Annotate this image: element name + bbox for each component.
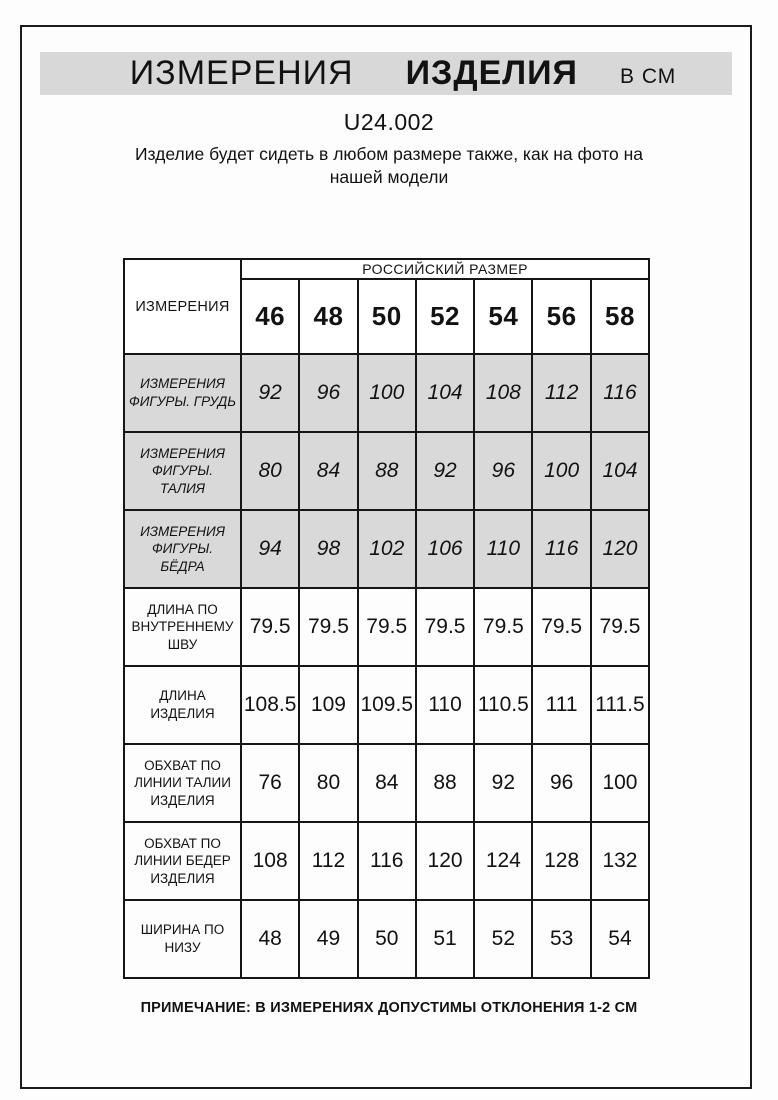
- fit-note-text: Изделие будет сидеть в любом размере также, как на фото на нашей модели: [134, 144, 644, 187]
- value-cell: 53: [532, 900, 590, 978]
- value-cell: 80: [241, 432, 299, 510]
- table-row: [124, 666, 649, 744]
- value-cell: 84: [358, 744, 416, 822]
- page-title-product: ИЗДЕЛИЯ: [405, 54, 578, 92]
- value-cell: 88: [358, 432, 416, 510]
- value-cell: 109.5: [358, 666, 416, 744]
- value-cell: 98: [299, 510, 357, 588]
- value-cell: 48: [241, 900, 299, 978]
- value-cell: 92: [241, 354, 299, 432]
- value-cell: 112: [299, 822, 357, 900]
- value-cell: 84: [299, 432, 357, 510]
- value-cell: 79.5: [416, 588, 474, 666]
- size-header-cell: 54: [474, 279, 532, 354]
- value-cell: 49: [299, 900, 357, 978]
- value-cell: 96: [299, 354, 357, 432]
- tolerance-footnote: ПРИМЕЧАНИЕ: В ИЗМЕРЕНИЯХ ДОПУСТИМЫ ОТКЛОНЕНИЯ 1-2 СМ: [140, 1000, 638, 1016]
- table-row: [124, 900, 649, 978]
- row-label-cell: ИЗМЕРЕНИЯ ФИГУРЫ. ГРУДЬ: [124, 354, 241, 432]
- value-cell: 120: [591, 510, 649, 588]
- row-label-cell: ИЗМЕРЕНИЯ ФИГУРЫ. БЁДРА: [124, 510, 241, 588]
- value-cell: 111.5: [591, 666, 649, 744]
- value-cell: 94: [241, 510, 299, 588]
- value-cell: 128: [532, 822, 590, 900]
- value-cell: 112: [532, 354, 590, 432]
- value-cell: 108.5: [241, 666, 299, 744]
- value-cell: 108: [241, 822, 299, 900]
- value-cell: 120: [416, 822, 474, 900]
- table-row: [124, 510, 649, 588]
- value-cell: 116: [591, 354, 649, 432]
- size-header-cell: 46: [241, 279, 299, 354]
- value-cell: 79.5: [241, 588, 299, 666]
- product-code: U24.002: [343, 109, 435, 135]
- value-cell: 110: [474, 510, 532, 588]
- value-cell: 100: [358, 354, 416, 432]
- size-header-cell: 52: [416, 279, 474, 354]
- size-table: [123, 258, 650, 979]
- value-cell: 104: [416, 354, 474, 432]
- table-row: [124, 354, 649, 432]
- value-cell: 109: [299, 666, 357, 744]
- value-cell: 76: [241, 744, 299, 822]
- row-label-cell: ИЗМЕРЕНИЯ ФИГУРЫ. ТАЛИЯ: [124, 432, 241, 510]
- value-cell: 79.5: [532, 588, 590, 666]
- size-header-cell: 56: [532, 279, 590, 354]
- row-label-cell: ОБХВАТ ПО ЛИНИИ ТАЛИИ ИЗДЕЛИЯ: [124, 744, 241, 822]
- value-cell: 79.5: [299, 588, 357, 666]
- value-cell: 110.5: [474, 666, 532, 744]
- value-cell: 111: [532, 666, 590, 744]
- value-cell: 50: [358, 900, 416, 978]
- value-cell: 88: [416, 744, 474, 822]
- row-label-cell: ШИРИНА ПО НИЗУ: [124, 900, 241, 978]
- table-row: [124, 588, 649, 666]
- value-cell: 100: [532, 432, 590, 510]
- value-cell: 102: [358, 510, 416, 588]
- value-cell: 110: [416, 666, 474, 744]
- table-row: [124, 432, 649, 510]
- russian-size-header-cell: РОССИЙСКИЙ РАЗМЕР: [241, 259, 649, 279]
- title-banner: [40, 52, 732, 95]
- measurements-corner-cell: ИЗМЕРЕНИЯ: [124, 259, 241, 354]
- value-cell: 96: [532, 744, 590, 822]
- value-cell: 92: [474, 744, 532, 822]
- value-cell: 108: [474, 354, 532, 432]
- value-cell: 132: [591, 822, 649, 900]
- page-title-measurements: ИЗМЕРЕНИЯ: [129, 54, 354, 92]
- table-row: [124, 822, 649, 900]
- value-cell: 100: [591, 744, 649, 822]
- size-header-cell: 58: [591, 279, 649, 354]
- row-label-cell: ДЛИНА ПО ВНУТРЕННЕМУ ШВУ: [124, 588, 241, 666]
- row-label-cell: ОБХВАТ ПО ЛИНИИ БЕДЕР ИЗДЕЛИЯ: [124, 822, 241, 900]
- size-header-cell: 50: [358, 279, 416, 354]
- value-cell: 116: [532, 510, 590, 588]
- value-cell: 80: [299, 744, 357, 822]
- value-cell: 79.5: [474, 588, 532, 666]
- value-cell: 92: [416, 432, 474, 510]
- table-row: [124, 744, 649, 822]
- value-cell: 52: [474, 900, 532, 978]
- page-title-units: В СМ: [619, 64, 677, 88]
- value-cell: 51: [416, 900, 474, 978]
- value-cell: 96: [474, 432, 532, 510]
- value-cell: 116: [358, 822, 416, 900]
- row-label-cell: ДЛИНА ИЗДЕЛИЯ: [124, 666, 241, 744]
- value-cell: 124: [474, 822, 532, 900]
- value-cell: 79.5: [358, 588, 416, 666]
- size-header-cell: 48: [299, 279, 357, 354]
- value-cell: 79.5: [591, 588, 649, 666]
- table-group-header-row: [124, 259, 649, 279]
- value-cell: 54: [591, 900, 649, 978]
- value-cell: 106: [416, 510, 474, 588]
- value-cell: 104: [591, 432, 649, 510]
